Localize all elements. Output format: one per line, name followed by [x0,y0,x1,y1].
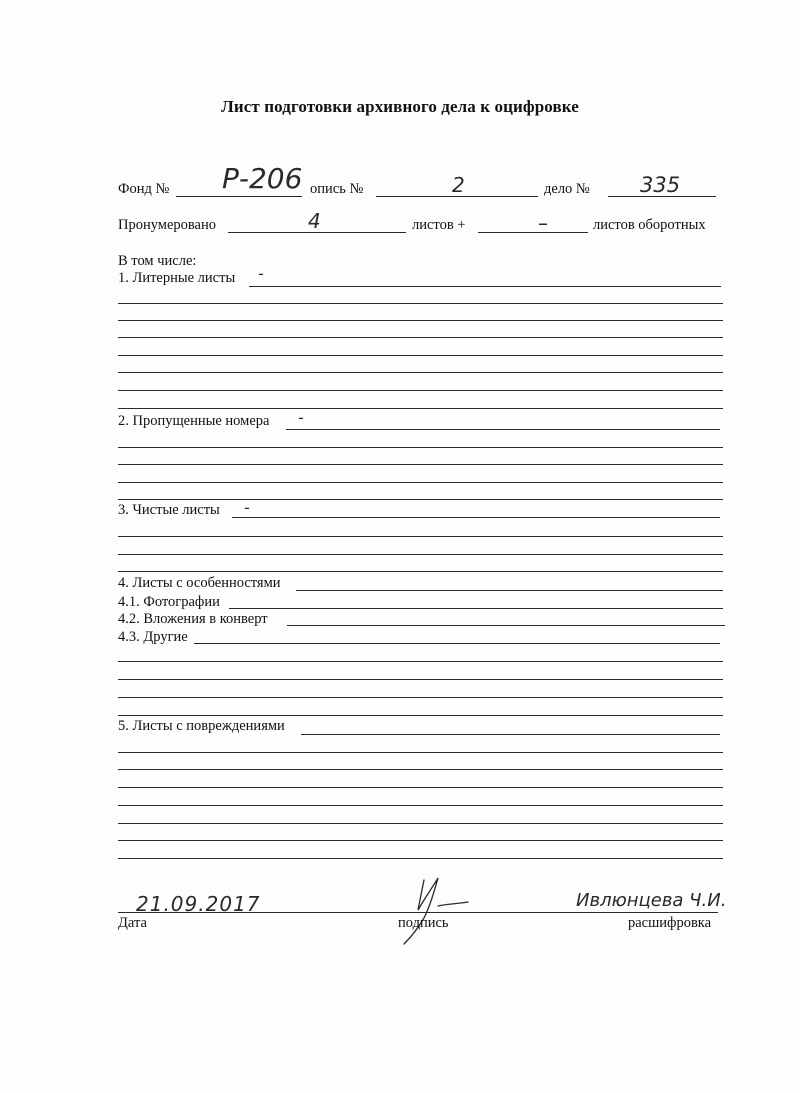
ruled-line [118,320,723,321]
lettered-underline [249,286,721,287]
signature-image [372,866,482,948]
ruled-line [118,840,723,841]
photos-label: 4.1. Фотографии [118,594,220,610]
ruled-line [118,447,723,448]
fond-label: Фонд № [118,181,170,197]
ruled-line [118,571,723,572]
envelope-label: 4.2. Вложения в конверт [118,611,268,627]
missing-numbers-value: - [298,408,304,427]
blank-sheets-value: - [244,498,250,517]
ruled-line [118,679,723,680]
blank-underline [232,517,720,518]
ruled-line [118,661,723,662]
ruled-line [118,390,723,391]
ruled-line [118,787,723,788]
delo-value: 335 [640,173,681,197]
ruled-line [118,554,723,555]
fond-value: Р-206 [222,162,303,195]
ruled-line [118,805,723,806]
delo-label: дело № [544,181,590,197]
ruled-line [118,858,723,859]
lettered-sheets-value: - [258,264,264,283]
special-underline [296,590,723,591]
lettered-sheets-label: 1. Литерные листы [118,270,236,286]
decoding-value: Ивлюнцева Ч.И. [576,890,727,911]
reverse-underline [478,232,588,233]
ruled-line [118,482,723,483]
ruled-line [118,752,723,753]
ruled-line [118,499,723,500]
ruled-line [118,715,723,716]
ruled-line [118,303,723,304]
numbered-label: Пронумеровано [118,217,217,233]
ruled-line [118,355,723,356]
missing-numbers-label: 2. Пропущенные номера [118,413,270,429]
ruled-line [118,823,723,824]
decoding-label: расшифровка [628,915,712,931]
reverse-value: – [538,211,548,235]
photos-underline [229,608,723,609]
other-label: 4.3. Другие [118,629,188,645]
sheets-value: 4 [308,209,321,233]
envelope-underline [287,625,725,626]
signature-label: подпись [398,915,449,931]
ruled-line [118,697,723,698]
damaged-sheets-label: 5. Листы с повреждениями [118,718,285,734]
ruled-line [118,464,723,465]
damaged-underline [301,734,720,735]
ruled-line [118,536,723,537]
missing-underline [286,429,720,430]
ruled-line [118,337,723,338]
opis-label: опись № [310,181,364,197]
date-value: 21.09.2017 [136,892,261,916]
other-underline [194,643,720,644]
ruled-line [118,408,723,409]
reverse-label: листов оборотных [593,217,706,233]
including-label: В том числе: [118,253,197,269]
blank-sheets-label: 3. Чистые листы [118,502,220,518]
date-label: Дата [118,915,147,931]
page-title: Лист подготовки архивного дела к оцифровке [221,97,579,116]
fond-underline [176,196,302,197]
sheets-label: листов + [412,217,466,233]
special-sheets-label: 4. Листы с особенностями [118,575,281,591]
ruled-line [118,372,723,373]
opis-value: 2 [452,173,465,197]
ruled-line [118,769,723,770]
